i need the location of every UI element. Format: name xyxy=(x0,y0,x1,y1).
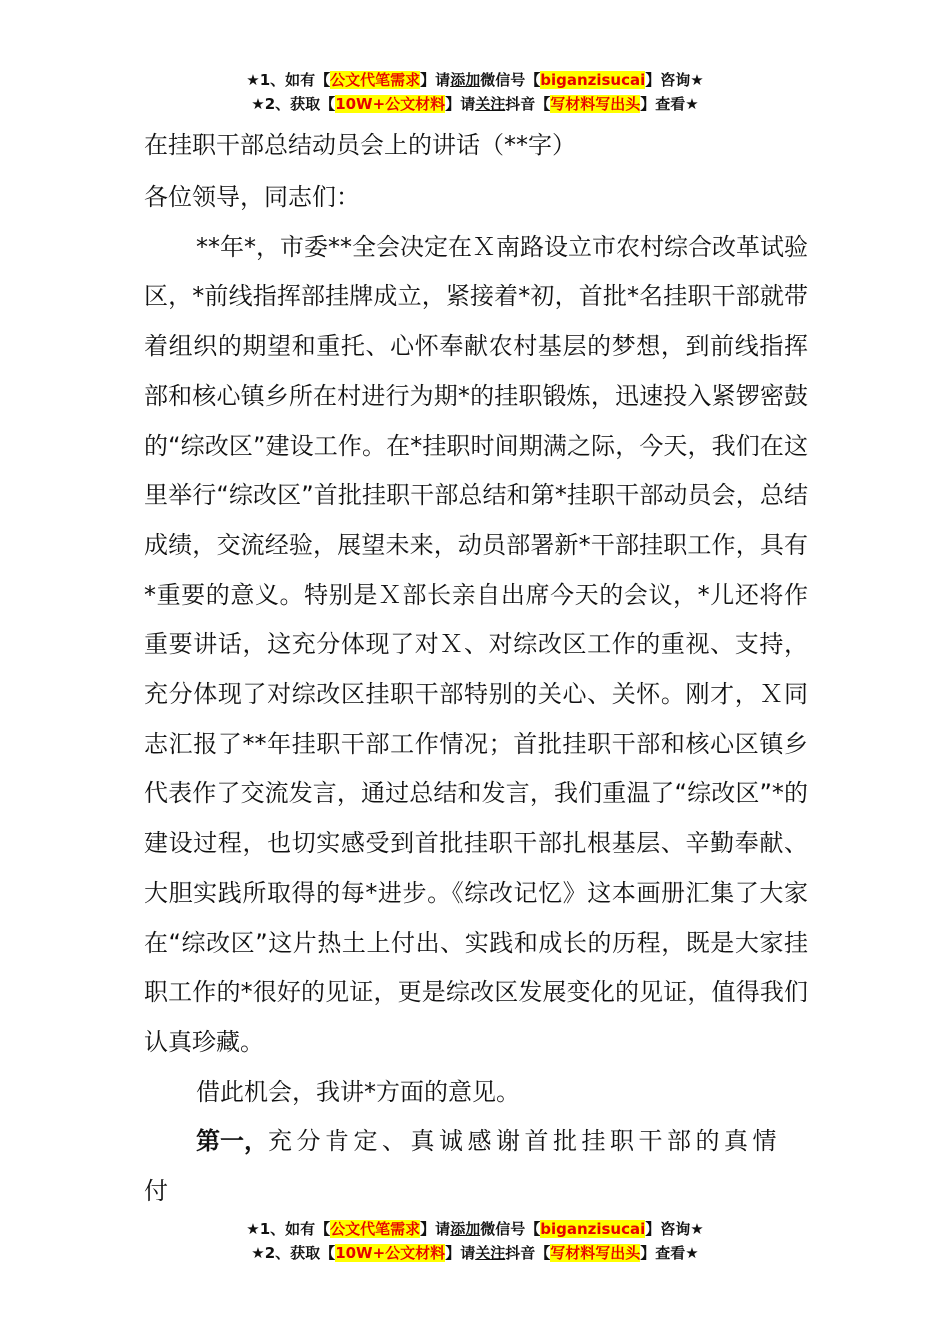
banner-text: 】请 xyxy=(445,95,476,113)
underlined-add: 添加 xyxy=(450,71,481,89)
salutation: 各位领导，同志们： xyxy=(144,183,360,211)
section-heading-lead: 第一， xyxy=(196,1127,268,1156)
section-heading-1 xyxy=(144,1117,808,1216)
banner-text: 】请 xyxy=(420,71,451,89)
star-icon: ★ xyxy=(251,95,265,113)
document-body xyxy=(144,125,808,1217)
banner-text: 】咨询★ xyxy=(645,1220,704,1238)
underlined-follow: 关注 xyxy=(475,1244,506,1262)
highlight-wechat-id: biganzisucai xyxy=(540,1220,646,1238)
highlight-douyin-name: 写材料写出头 xyxy=(550,95,641,113)
banner-line-2 xyxy=(0,1241,950,1265)
banner-text: 1、如有【 xyxy=(259,1220,331,1238)
star-icon: ★ xyxy=(251,1244,265,1262)
banner-line-1 xyxy=(0,68,950,92)
banner-text: 】查看★ xyxy=(640,1244,699,1262)
highlight-douyin-name: 写材料写出头 xyxy=(550,1244,641,1262)
top-banner xyxy=(0,68,950,116)
section-heading-text: 充分肯定、真诚感谢首批挂职干部的真情付 xyxy=(144,1127,781,1206)
highlight-materials: 10W+公文材料 xyxy=(335,1244,446,1262)
banner-text: 抖音【 xyxy=(505,95,551,113)
bottom-banner xyxy=(0,1217,950,1265)
banner-line-1 xyxy=(0,1217,950,1241)
banner-text: 】请 xyxy=(420,1220,451,1238)
banner-line-2 xyxy=(0,92,950,116)
highlight-service: 公文代笔需求 xyxy=(330,1220,421,1238)
banner-text: 】查看★ xyxy=(640,95,699,113)
underlined-add: 添加 xyxy=(450,1220,481,1238)
banner-text: 2、获取【 xyxy=(264,95,336,113)
banner-text: 】咨询★ xyxy=(645,71,704,89)
banner-text: 微信号【 xyxy=(480,1220,541,1238)
highlight-service: 公文代笔需求 xyxy=(330,71,421,89)
banner-text: 微信号【 xyxy=(480,71,541,89)
banner-text: 2、获取【 xyxy=(264,1244,336,1262)
highlight-wechat-id: biganzisucai xyxy=(540,71,646,89)
star-icon: ★ xyxy=(246,71,260,89)
paragraph-intro: **年*，市委**全会决定在Ｘ南路设立市农村综合改革试验区，*前线指挥部挂牌成立，紧接着*初，首批*名挂职干部就带着组织的期望和重托、心怀奉献农村基层的梦想，到前线指挥部和核心镇乡所在村进行为期*的挂职锻炼，迅速投入紧锣密鼓的“综改区”建设工作。在*挂职时间期满之际，今天，我们在这里举行“综改区”首批挂职干部总结和第*挂职干部动员会，总结成绩，交流经验，展望未来，动员部署新*干部挂职工作，具有*重要的意义。特别是Ｘ部长亲自出席今天的会议，*儿还将作重要讲话，这充分体现了对Ｘ、对综改区工作的重视、支持，充分体现了对综改区挂职干部特别的关心、关怀。刚才，Ｘ同志汇报了**年挂职干部工作情况；首批挂职干部和核心区镇乡代表作了交流发言，通过总结和发言，我们重温了“综改区”*的建设过程，也切实感受到首批挂职干部扎根基层、辛勤奉献、大胆实践所取得的每*进步。《综改记忆》这本画册汇集了大家在“综改区”这片热土上付出、实践和成长的历程，既是大家挂职工作的*很好的见证，更是综改区发展变化的见证，值得我们认真珍藏。 xyxy=(144,232,808,1056)
banner-text: 1、如有【 xyxy=(259,71,331,89)
star-icon: ★ xyxy=(246,1220,260,1238)
banner-text: 】请 xyxy=(445,1244,476,1262)
banner-text: 抖音【 xyxy=(505,1244,551,1262)
document-title: 在挂职干部总结动员会上的讲话（**字） xyxy=(144,131,576,159)
highlight-materials: 10W+公文材料 xyxy=(335,95,446,113)
paragraph-transition: 借此机会，我讲*方面的意见。 xyxy=(196,1077,520,1106)
underlined-follow: 关注 xyxy=(475,95,506,113)
